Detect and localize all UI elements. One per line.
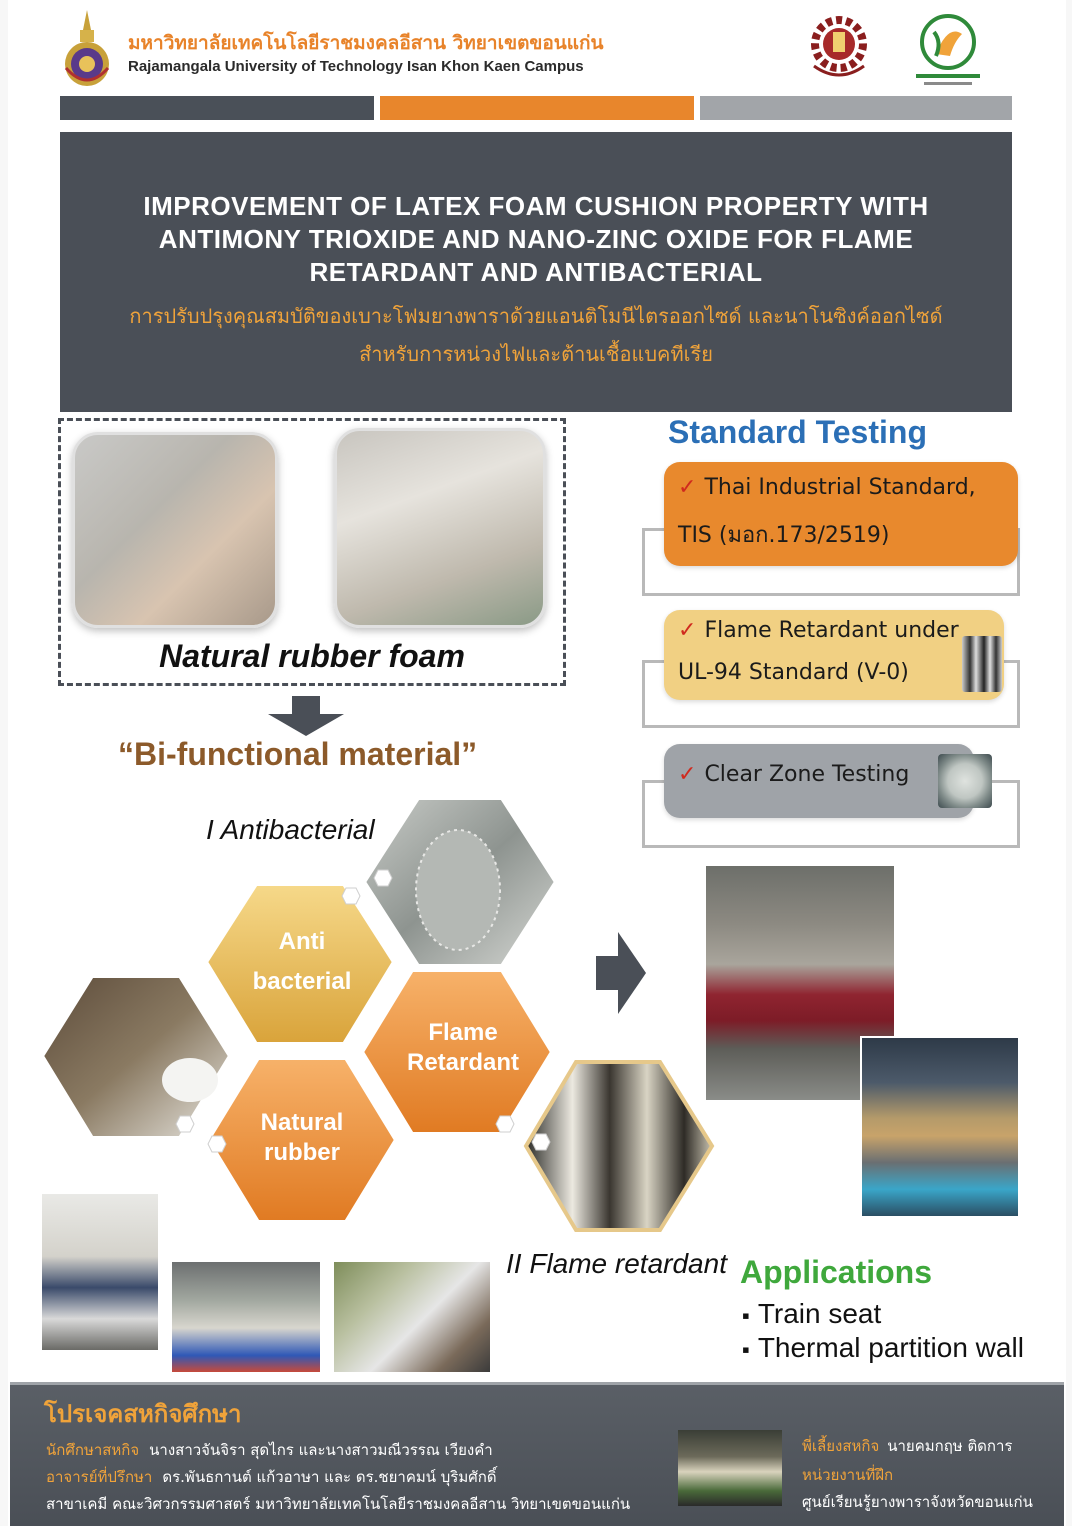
hex-line: bacterial <box>252 968 352 995</box>
footer-advisors <box>46 1465 497 1489</box>
hex-line: Retardant <box>406 1049 520 1076</box>
hex-line: Flame <box>428 1019 498 1046</box>
flame-retardant-text <box>388 1018 538 1078</box>
title-thai <box>60 297 1012 373</box>
tis-line2: TIS (มอก.173/2519) <box>678 523 890 548</box>
antibacterial-label: I Antibacterial <box>206 814 375 845</box>
rubber-tree-hex <box>42 976 230 1138</box>
natural-rubber-text <box>232 1108 372 1168</box>
lab-photo-group <box>334 1262 490 1372</box>
unit-key: หน่วยงานที่ฝึก <box>802 1466 894 1484</box>
footer-unit-key <box>802 1463 901 1487</box>
hex-line: rubber <box>263 1139 340 1166</box>
mentor-value: นายคมกฤษ ติดการ <box>887 1437 1013 1455</box>
foam-blocks-photo <box>334 428 546 628</box>
tis-line1: Thai Industrial Standard, <box>704 475 976 500</box>
standard-card-ul94 <box>664 610 1004 700</box>
hex-line: Anti <box>278 928 326 955</box>
rubber-authority-logo <box>906 12 990 90</box>
header-bar-gray <box>700 96 1012 120</box>
card-line <box>678 464 1004 512</box>
anti-bacterial-text <box>232 922 372 1002</box>
bifunctional-heading: “Bi-functional material” <box>118 736 478 772</box>
check-icon: ✓ <box>678 762 697 787</box>
petri-dish-thumbnail <box>938 754 992 808</box>
clearzone-line1: Clear Zone Testing <box>704 762 910 787</box>
students-key: นักศึกษาสหกิจ <box>46 1441 140 1459</box>
title-banner <box>60 132 1012 412</box>
lab-photo-foam-sheets <box>172 1262 320 1372</box>
advisors-value: ดร.พันธกานต์ แก้วอาษา และ ดร.ชยาคมน์ บุริมศักดิ์ <box>162 1468 497 1486</box>
title-thai-line1: การปรับปรุงคุณสมบัติของเบาะโฟมยางพาราด้วยแอนติโมนีไตรออกไซด์ และนาโนซิงค์ออกไซด์ <box>129 304 943 328</box>
train-exterior-photo <box>860 1036 1020 1218</box>
title-thai-line2: สำหรับการหน่วงไฟและต้านเชื้อแบคทีเรีย <box>359 342 713 366</box>
card-line <box>678 610 990 652</box>
check-icon: ✓ <box>678 475 697 500</box>
ul94-line2: UL-94 Standard (V-0) <box>678 660 909 685</box>
application-item: ▪ Thermal partition wall <box>742 1332 1024 1364</box>
standard-card-tis <box>664 462 1018 566</box>
advisors-key: อาจารย์ที่ปรึกษา <box>46 1468 153 1486</box>
ul94-sample-thumbnail <box>962 636 1002 692</box>
footer-unit-value: ศูนย์เรียนรู้ยางพาราจังหวัดขอนแก่น <box>802 1493 1033 1511</box>
flame-retardant-label: II Flame retardant <box>506 1248 727 1279</box>
ul94-line1: Flame Retardant under <box>704 618 959 643</box>
lab-photo-weighing <box>42 1194 158 1350</box>
university-seal-logo <box>60 8 114 90</box>
university-name-english: Rajamangala University of Technology Isan Khon Kaen Campus <box>128 58 584 75</box>
header-bar-orange <box>380 96 694 120</box>
header-bar-dark <box>60 96 374 120</box>
students-value: นางสาวจันจิรา สุดไกร และนางสาวมณีวรรณ เวียงคำ <box>149 1441 493 1459</box>
university-name-thai: มหาวิทยาลัยเทคโนโลยีราชมงคลอีสาน วิทยาเขตขอนแก่น <box>128 32 604 54</box>
footer-students <box>46 1438 493 1462</box>
check-icon: ✓ <box>678 618 697 643</box>
rubber-center-photo <box>678 1430 782 1506</box>
engineering-gear-logo <box>806 14 872 84</box>
footer-mentor <box>802 1434 1013 1458</box>
burnt-samples-hex <box>526 1062 712 1230</box>
footer-title: โปรเจคสหกิจศึกษา <box>44 1400 242 1428</box>
application-item: ▪ Train seat <box>742 1298 881 1330</box>
foam-label: Natural rubber foam <box>159 638 465 674</box>
title-english: IMPROVEMENT OF LATEX FOAM CUSHION PROPERTY WITH ANTIMONY TRIOXIDE AND NANO-ZINC OXIDE FOR FLAME RETARDANT AND ANTIBACTERIAL <box>143 191 929 287</box>
footer-department: สาขาเคมี คณะวิศวกรรมศาสตร์ มหาวิทยาลัยเทคโนโลยีราชมงคลอีสาน วิทยาเขตขอนแก่น <box>46 1495 631 1513</box>
down-arrow-icon <box>266 694 346 738</box>
mentor-key: พี่เลี้ยงสหกิจ <box>802 1437 880 1455</box>
hex-line: Natural <box>260 1109 344 1136</box>
standard-testing-title: Standard Testing <box>668 414 927 450</box>
right-arrow-icon <box>594 930 648 1016</box>
foam-sheet-photo <box>72 432 278 628</box>
applications-title: Applications <box>740 1254 933 1290</box>
